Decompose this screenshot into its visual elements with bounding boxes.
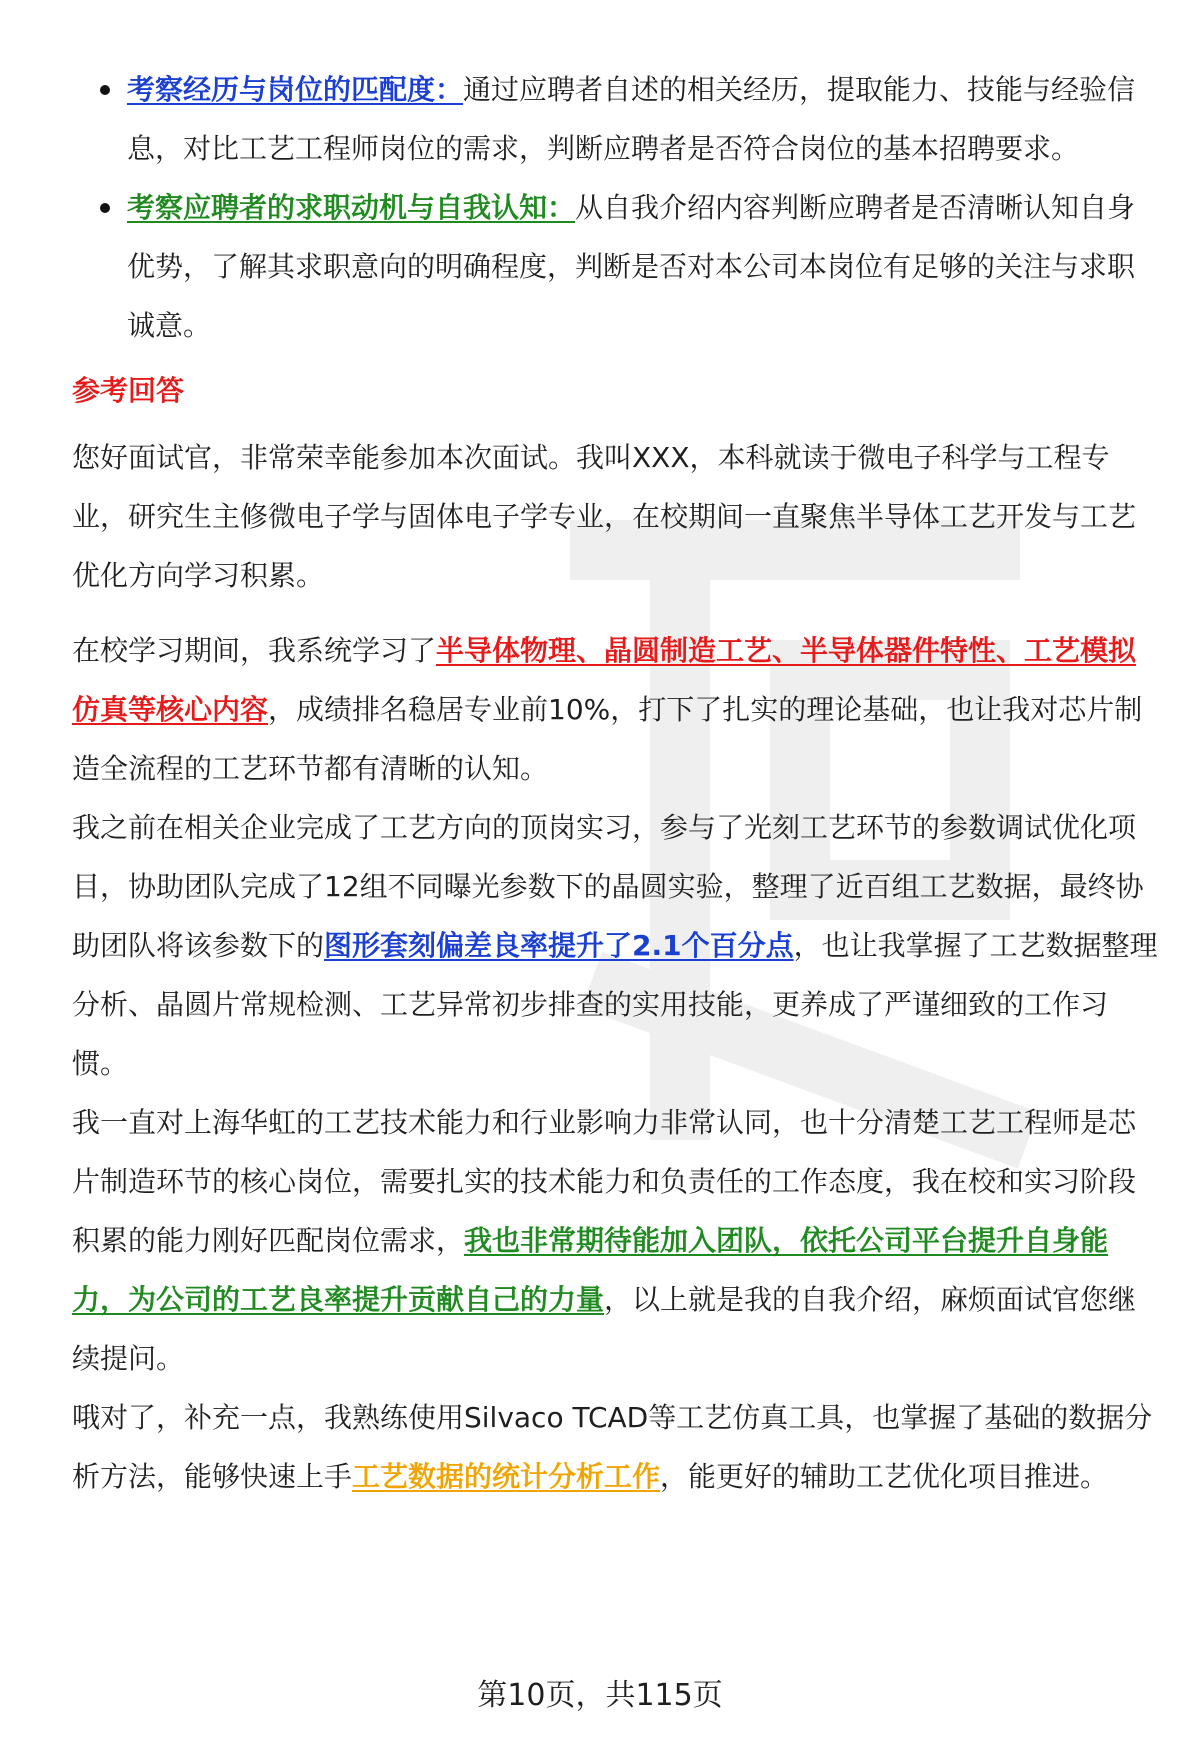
paragraph-text: 哦对了，补充一点，我熟练使用Silvaco TCAD等工艺仿真工具，也掌握了基础的数据分析方法，能够快速上手 bbox=[72, 1401, 1153, 1493]
paragraph-text: ，也让我掌握了工艺数据整理分析、晶圆片常规检测、工艺异常初步排查的实用技能，更养成了严谨细致的工作习惯。 bbox=[72, 929, 1158, 1080]
section-title-reference-answer: 参考回答 bbox=[72, 374, 185, 407]
point-label-motivation: 考察应聘者的求职动机与自我认知： bbox=[127, 191, 576, 224]
point-text: 从自我介绍内容判断应聘者是否清晰认知自身优势，了解其求职意向的明确程度，判断是否对本公司本岗位有足够的关注与求职诚意。 bbox=[127, 191, 1136, 342]
paragraph-text: 在校学习期间，我系统学习了 bbox=[72, 634, 437, 667]
point-text: 通过应聘者自述的相关经历，提取能力、技能与经验信息，对比工艺工程师岗位的需求，判断应聘者是否符合岗位的基本招聘要求。 bbox=[127, 73, 1136, 165]
paragraph-intro: 您好面试官，非常荣幸能参加本次面试。我叫XXX，本科就读于微电子科学与工程专业，研究生主修微电子学与固体电子学专业，在校期间一直聚焦半导体工艺开发与工艺优化方向学习积累。 bbox=[72, 441, 1137, 592]
paragraph-text: 我一直对上海华虹的工艺技术能力和行业影响力非常认同，也十分清楚工艺工程师是芯片制造环节的核心岗位，需要扎实的技术能力和负责任的工作态度，我在校和实习阶段积累的能力刚好匹配岗位需求， bbox=[72, 1106, 1137, 1257]
point-label-experience-match: 考察经历与岗位的匹配度： bbox=[127, 73, 464, 106]
highlight-expectation: 我也非常期待能加入团队，依托公司平台提升自身能力，为公司的工艺良率提升贡献自己的力量 bbox=[72, 1224, 1109, 1316]
highlight-data-analysis: 工艺数据的统计分析工作 bbox=[352, 1460, 661, 1493]
paragraph-text: ，成绩排名稳居专业前10%，打下了扎实的理论基础，也让我对芯片制造全流程的工艺环节都有清晰的认知。 bbox=[72, 693, 1143, 785]
document-body bbox=[72, 60, 1162, 1506]
paragraph-text: ，能更好的辅助工艺优化项目推进。 bbox=[660, 1460, 1109, 1493]
highlight-core-courses: 半导体物理、晶圆制造工艺、半导体器件特性、工艺模拟仿真等核心内容 bbox=[72, 634, 1137, 726]
list-item bbox=[72, 60, 1162, 178]
paragraph-text: 我之前在相关企业完成了工艺方向的顶岗实习，参与了光刻工艺环节的参数调试优化项目，协助团队完成了12组不同曝光参数下的晶圆实验，整理了近百组工艺数据，最终协助团队将该参数下的 bbox=[72, 811, 1144, 962]
paragraph-company-fit bbox=[72, 1093, 1162, 1388]
paragraph-text: ，以上就是我的自我介绍，麻烦面试官您继续提问。 bbox=[72, 1283, 1137, 1375]
paragraph-internship bbox=[72, 798, 1162, 1093]
paragraph-study bbox=[72, 621, 1162, 798]
evaluation-points-list bbox=[72, 60, 1162, 355]
list-item bbox=[72, 178, 1162, 355]
paragraph-supplement bbox=[72, 1388, 1162, 1506]
page-number-footer: 第10页，共115页 bbox=[477, 1678, 723, 1713]
highlight-yield-improvement: 图形套刻偏差良率提升了2.1个百分点 bbox=[324, 929, 794, 962]
